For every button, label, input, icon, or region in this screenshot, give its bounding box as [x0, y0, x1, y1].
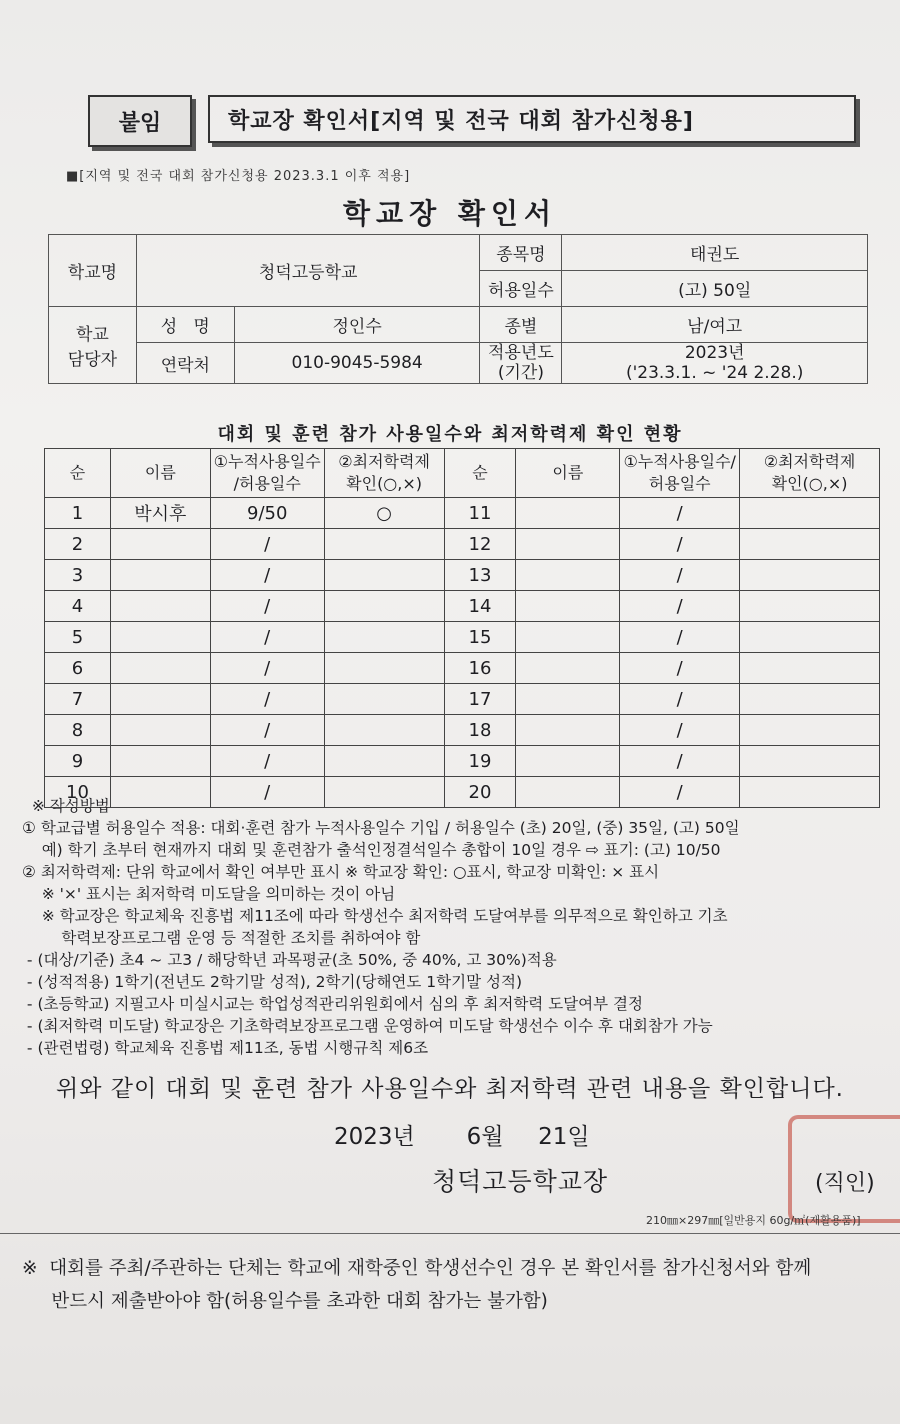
table-row — [45, 591, 880, 622]
issue-date: 2023년 6월 21일 — [334, 1124, 590, 1150]
header-days-right: ①누적사용일수/ 허용일수 — [620, 449, 740, 498]
header-days-left: ①누적사용일수 /허용일수 — [210, 449, 324, 498]
applicability-note: ■[지역 및 전국 대회 참가신청용 2023.3.1 이후 적용] — [66, 169, 411, 184]
row-check — [740, 684, 880, 715]
row-no: 9 — [45, 746, 111, 777]
school-label: 학교명 — [49, 235, 137, 307]
row-days: 9/50 — [210, 498, 324, 529]
row-no: 10 — [45, 777, 111, 808]
row-name — [110, 653, 210, 684]
attachment-title: 학교장 확인서[지역 및 전국 대회 참가신청용] — [208, 95, 856, 143]
table-row — [45, 715, 880, 746]
period-year: 2023년 — [684, 343, 745, 363]
row-name — [110, 529, 210, 560]
instruction-line: - (최저학력 미도달) 학교장은 기초학력보장프로그램 운영하여 미도달 학생선수 이수 후 대회참가 가능 — [22, 1017, 713, 1035]
row-no: 17 — [444, 684, 516, 715]
row-no: 19 — [444, 746, 516, 777]
row-check — [740, 529, 880, 560]
instruction-line: - (대상/기준) 초4 ~ 고3 / 해당학년 과목평균(초 50%, 중 40%, 고 30%)적용 — [22, 951, 557, 969]
header-check-right: ②최저학력제 확인(○,×) — [740, 449, 880, 498]
contact-label: 연락처 — [136, 343, 234, 384]
period-value — [562, 343, 868, 384]
allowed-days-label: 허용일수 — [480, 271, 562, 307]
sport-label: 종목명 — [480, 235, 562, 271]
row-no: 1 — [45, 498, 111, 529]
table-header-row — [45, 449, 880, 498]
row-check — [740, 591, 880, 622]
instruction-line: ② 최저학력제: 단위 학교에서 확인 여부만 표시 ※ 학교장 확인: ○표시, 학교장 미확인: × 표시 — [22, 863, 660, 881]
section-title: 대회 및 훈련 참가 사용일수와 최저학력제 확인 현황 — [217, 424, 683, 445]
writing-instructions — [22, 795, 892, 1059]
row-name — [516, 684, 620, 715]
row-days: / — [210, 560, 324, 591]
row-days: / — [620, 560, 740, 591]
row-check — [740, 746, 880, 777]
row-no: 12 — [444, 529, 516, 560]
row-days: / — [210, 715, 324, 746]
row-check — [324, 653, 444, 684]
footer-line: ※ 대회를 주최/주관하는 단체는 학교에 재학중인 학생선수인 경우 본 확인서를 참가신청서와 함께 — [22, 1258, 812, 1279]
row-days: / — [620, 746, 740, 777]
row-days: / — [620, 777, 740, 808]
period-label: 적용년도 (기간) — [480, 343, 562, 384]
row-no: 11 — [444, 498, 516, 529]
row-check — [324, 684, 444, 715]
row-check — [740, 715, 880, 746]
row-days: / — [210, 591, 324, 622]
row-no: 15 — [444, 622, 516, 653]
row-name — [516, 746, 620, 777]
table-row — [45, 684, 880, 715]
row-name — [516, 653, 620, 684]
instruction-line: ※ 학교장은 학교체육 진흥법 제11조에 따라 학생선수 최저학력 도달여부를 의무적으로 확인하고 기초 — [22, 907, 728, 925]
table-row — [45, 746, 880, 777]
row-no: 18 — [444, 715, 516, 746]
header-check-left: ②최저학력제 확인(○,×) — [324, 449, 444, 498]
row-check: ○ — [324, 498, 444, 529]
row-name — [110, 715, 210, 746]
row-name — [516, 622, 620, 653]
row-name — [110, 591, 210, 622]
row-days: / — [210, 653, 324, 684]
school-value: 청덕고등학교 — [136, 235, 480, 307]
table-row — [45, 653, 880, 684]
row-name — [110, 684, 210, 715]
row-check — [740, 498, 880, 529]
allowed-days-value: (고) 50일 — [562, 271, 868, 307]
row-days: / — [210, 684, 324, 715]
row-name — [516, 560, 620, 591]
footer-line: 반드시 제출받아야 함(허용일수를 초과한 대회 참가는 불가함) — [22, 1291, 548, 1312]
instruction-line: - (관련법령) 학교체육 진흥법 제11조, 동법 시행규칙 제6조 — [22, 1039, 429, 1057]
instruction-line: 학력보장프로그램 운영 등 적절한 조치를 취하여야 함 — [22, 929, 421, 947]
document-title: 학교장 확인서 — [342, 197, 558, 230]
row-no: 4 — [45, 591, 111, 622]
table-row — [45, 498, 880, 529]
manager-label: 학교 담당자 — [49, 307, 137, 384]
row-check — [740, 653, 880, 684]
header-name-left: 이름 — [110, 449, 210, 498]
instruction-line: 예) 학기 초부터 현재까지 대회 및 훈련참가 출석인정결석일수 총합이 10일 경우 ⇨ 표기: (고) 10/50 — [22, 841, 721, 859]
name-value: 정인수 — [234, 307, 480, 343]
paper-spec: 210㎜×297㎜[일반용지 60g/㎡(재활용품)] — [646, 1214, 861, 1227]
row-days: / — [620, 684, 740, 715]
header-row — [88, 95, 860, 147]
principal-title: 청덕고등학교장 — [432, 1167, 609, 1196]
row-no: 5 — [45, 622, 111, 653]
row-name — [516, 529, 620, 560]
header-no-left: 순 — [45, 449, 111, 498]
row-days: / — [210, 746, 324, 777]
usage-table — [44, 448, 880, 808]
row-days: / — [620, 529, 740, 560]
row-days: / — [620, 498, 740, 529]
row-name — [110, 622, 210, 653]
row-no: 20 — [444, 777, 516, 808]
table-row — [45, 622, 880, 653]
row-no: 3 — [45, 560, 111, 591]
category-value: 남/여고 — [562, 307, 868, 343]
sport-value: 태권도 — [562, 235, 868, 271]
confirmation-statement: 위와 같이 대회 및 훈련 참가 사용일수와 최저학력 관련 내용을 확인합니다. — [56, 1076, 844, 1102]
category-label: 종별 — [480, 307, 562, 343]
name-label: 성 명 — [136, 307, 234, 343]
row-days: / — [620, 653, 740, 684]
seal-label: (직인) — [815, 1171, 875, 1196]
row-check — [324, 715, 444, 746]
contact-value: 010-9045-5984 — [234, 343, 480, 384]
row-check — [324, 622, 444, 653]
row-days: / — [210, 529, 324, 560]
row-name — [516, 715, 620, 746]
row-days: / — [210, 777, 324, 808]
row-name — [516, 591, 620, 622]
row-name: 박시후 — [110, 498, 210, 529]
instruction-line: ※ 작성방법 — [22, 797, 110, 815]
table-row — [45, 529, 880, 560]
row-no: 6 — [45, 653, 111, 684]
attachment-tag: 붙임 — [88, 95, 192, 147]
row-check — [324, 591, 444, 622]
row-no: 8 — [45, 715, 111, 746]
divider — [0, 1233, 900, 1234]
row-check — [324, 529, 444, 560]
row-no: 16 — [444, 653, 516, 684]
row-no: 2 — [45, 529, 111, 560]
header-no-right: 순 — [444, 449, 516, 498]
period-range: ('23.3.1. ~ '24 2.28.) — [625, 363, 804, 383]
row-no: 14 — [444, 591, 516, 622]
row-name — [110, 746, 210, 777]
row-no: 13 — [444, 560, 516, 591]
row-no: 7 — [45, 684, 111, 715]
row-days: / — [620, 715, 740, 746]
row-days: / — [620, 591, 740, 622]
row-name — [110, 560, 210, 591]
row-name — [516, 498, 620, 529]
header-name-right: 이름 — [516, 449, 620, 498]
row-check — [740, 560, 880, 591]
table-row — [45, 560, 880, 591]
row-check — [324, 746, 444, 777]
instruction-line: ① 학교급별 허용일수 적용: 대회·훈련 참가 누적사용일수 기입 / 허용일수 (초) 20일, (중) 35일, (고) 50일 — [22, 819, 740, 837]
footer-note — [22, 1252, 900, 1318]
instruction-line: ※ '×' 표시는 최저학력 미도달을 의미하는 것이 아님 — [22, 885, 396, 903]
row-days: / — [620, 622, 740, 653]
row-days: / — [210, 622, 324, 653]
instruction-line: - (초등학교) 지필고사 미실시교는 학업성적관리위원회에서 심의 후 최저학력 도달여부 결정 — [22, 995, 643, 1013]
instruction-line: - (성적적용) 1학기(전년도 2학기말 성적), 2학기(당해연도 1학기말 성적) — [22, 973, 522, 991]
info-table — [48, 234, 868, 384]
row-check — [324, 560, 444, 591]
row-check — [740, 622, 880, 653]
